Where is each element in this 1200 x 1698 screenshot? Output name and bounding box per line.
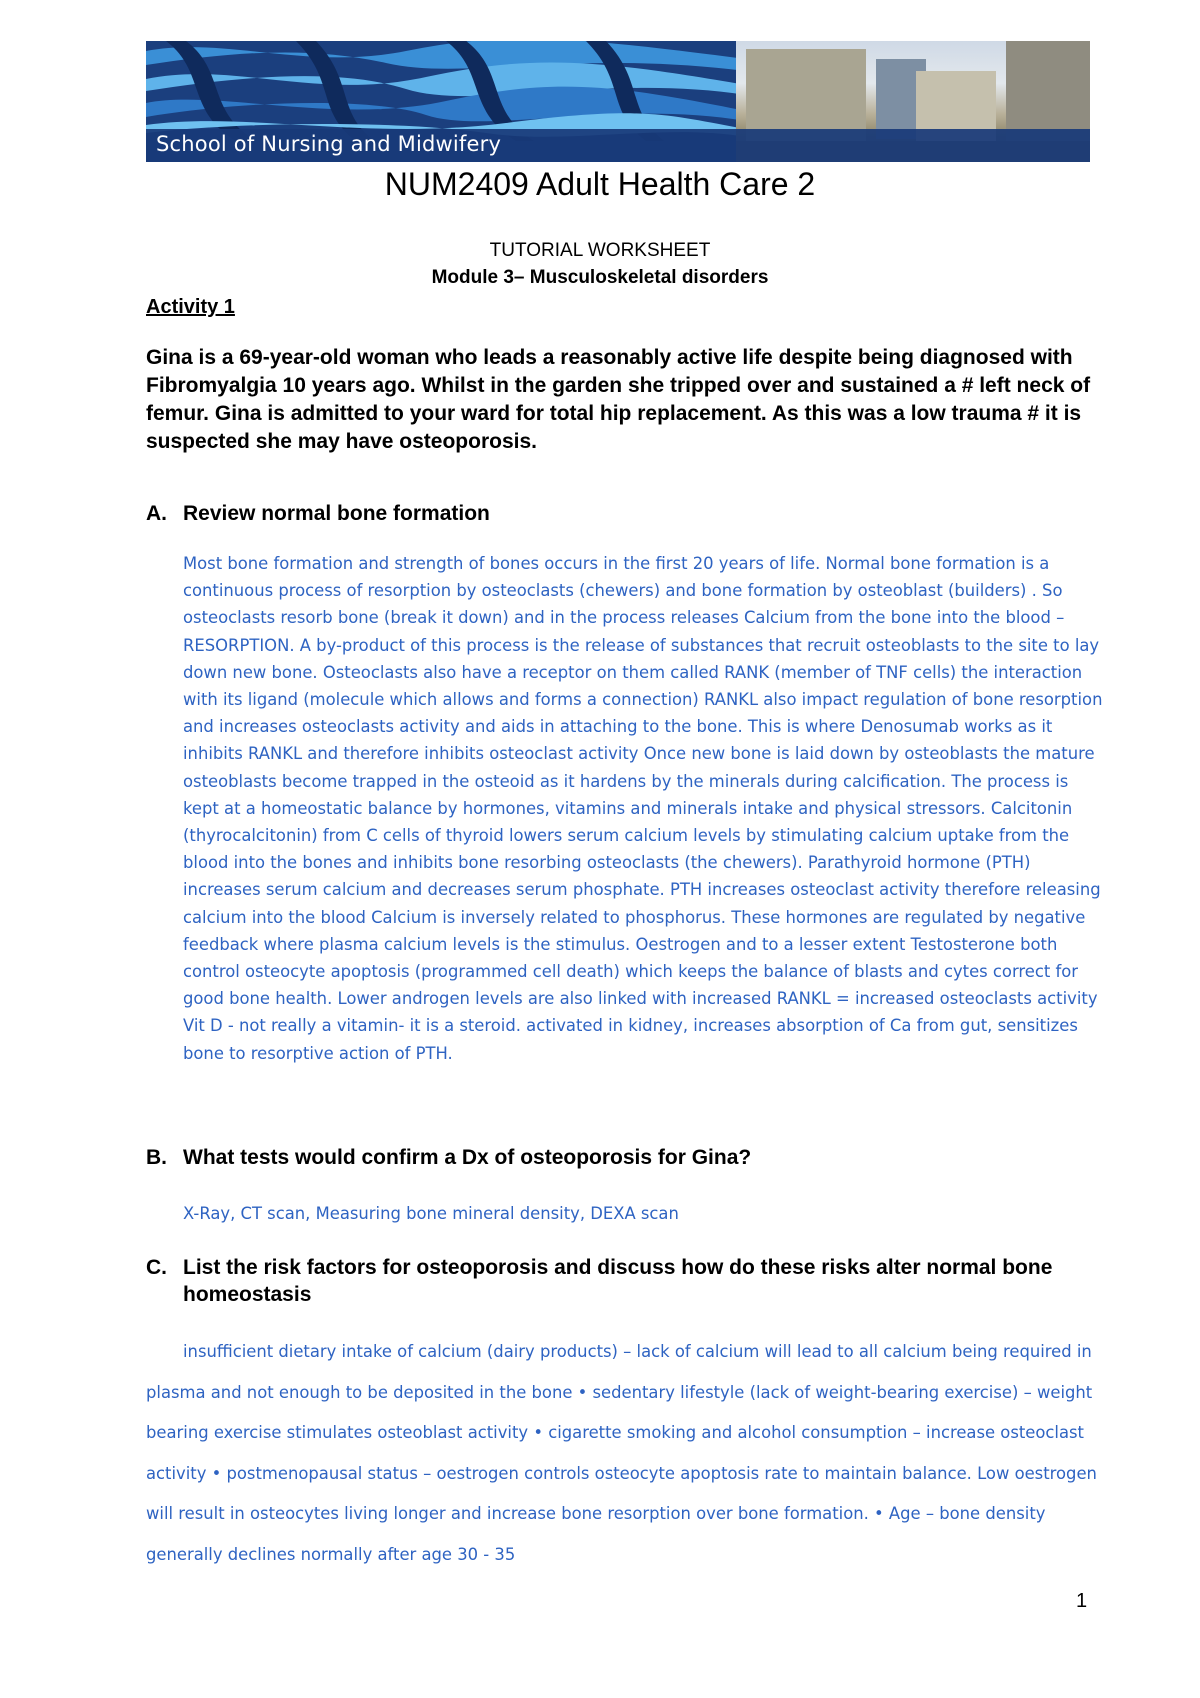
question-text: List the risk factors for osteoporosis and discuss how do these risks alter normal bone homeostasis <box>183 1256 1053 1306</box>
question-text: What tests would confirm a Dx of osteoporosis for Gina? <box>183 1146 752 1169</box>
activity-heading: Activity 1 <box>146 296 235 318</box>
school-name: School of Nursing and Midwifery <box>156 132 502 156</box>
answer-a: Most bone formation and strength of bones occurs in the first 20 years of life. Normal bone formation is a continuous process of resorption by osteoclasts (chewers) and bone formation by osteoblast (builders) . So osteoclasts resorb bone (break it down) and in the process releases Calcium from the bone into the blood – RESORPTION. A by-product of this process is the release of substances that recruit osteoblasts to the site to lay down new bone. Osteoclasts also have a receptor on them called RANK (member of TNF cells) the interaction with its ligand (molecule which allows and forms a connection) RANKL also impact regulation of bone resorption and increases osteoclasts activity and aids in attaching to the bone. This is where Denosumab works as it inhibits RANKL and therefore inhibits osteoclast activity Once new bone is laid down by osteoblasts the mature osteoblasts become trapped in the osteoid as it hardens by the minerals during calcification. The process is kept at a homeostatic balance by hormones, vitamins and minerals intake and physical stressors. Calcitonin (thyrocalcitonin) from C cells of thyroid lowers serum calcium levels by stimulating calcium uptake from the blood into the bones and inhibits bone resorbing osteoclasts (the chewers). Parathyroid hormone (PTH) increases serum calcium and decreases serum phosphate. PTH increases osteoclast activity therefore releasing calcium into the blood Calcium is inversely related to phosphorus. These hormones are regulated by negative feedback where plasma calcium levels is the stimulus. Oestrogen and to a lesser extent Testosterone both control osteocyte apoptosis (programmed cell death) which keeps the balance of blasts and cytes correct for good bone health. Lower androgen levels are also linked with increased RANKL = increased osteoclasts activity Vit D - not really a vitamin- it is a steroid. activated in kidney, increases absorption of Ca from gut, sensitizes bone to resorptive action of PTH. <box>183 554 1103 1063</box>
case-scenario: Gina is a 69-year-old woman who leads a reasonably active life despite being diagnosed with Fibromyalgia 10 years ago. Whilst in the garden she tripped over and sustained a # left neck of femur. Gina is admitted to your ward for total hip replacement. As this was a low trauma # it is suspected she may have osteoporosis. <box>146 346 1091 453</box>
module-title: Module 3– Musculoskeletal disorders <box>431 267 769 288</box>
question-text: Review normal bone formation <box>183 502 490 525</box>
page-title: NUM2409 Adult Health Care 2 <box>384 166 816 202</box>
answer-c: insufficient dietary intake of calcium (dairy products) – lack of calcium will lead to all calcium being required in plasma and not enough to be deposited in the bone • sedentary lifestyle (lack of weight-bearing exercise) – weight bearing exercise stimulates osteoblast activity • cigarette smoking and alcohol consumption – increase osteoclast activity • postmenopausal status – oestrogen controls osteocyte apoptosis rate to maintain balance. Low oestrogen will result in osteocytes living longer and increase bone resorption over bone formation. • Age – bone density generally declines normally after age 30 - 35 <box>146 1342 1097 1564</box>
header-banner <box>146 41 1090 162</box>
question-c <box>146 1254 1106 1314</box>
question-letter: C. <box>146 1256 167 1279</box>
building-shape <box>746 49 866 141</box>
question-letter: A. <box>146 502 167 525</box>
question-letter: B. <box>146 1146 167 1169</box>
worksheet-subtitle: TUTORIAL WORKSHEET <box>489 240 711 261</box>
answer-b: X-Ray, CT scan, Measuring bone mineral density, DEXA scan <box>183 1204 679 1223</box>
page-number: 1 <box>1076 1590 1088 1612</box>
